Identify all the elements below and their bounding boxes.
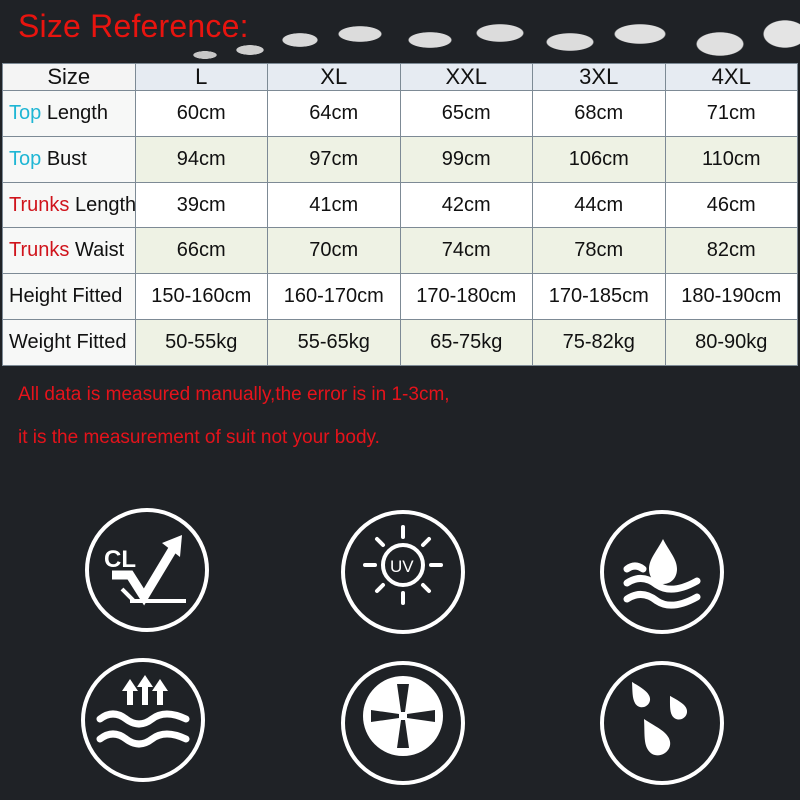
- measurement-note: All data is measured manually,the error is in 1-3cm,: [18, 384, 450, 405]
- table-cell: 99cm: [400, 136, 533, 182]
- table-row: [3, 182, 798, 228]
- table-cell: 46cm: [665, 182, 798, 228]
- chlorine-label: CL: [104, 546, 136, 573]
- table-row: [3, 274, 798, 320]
- row-label-prefix: Top: [9, 101, 42, 124]
- row-label-text: Waist: [74, 239, 125, 262]
- table-cell: 55-65kg: [268, 320, 401, 366]
- table-row: [3, 228, 798, 274]
- table-cell: 180-190cm: [665, 274, 798, 320]
- row-label-prefix: Trunks: [9, 193, 70, 216]
- table-cell: 110cm: [665, 136, 798, 182]
- row-label: [3, 136, 136, 182]
- measurement-note: it is the measurement of suit not your body.: [18, 427, 380, 448]
- chlorine-resistant-icon: [82, 505, 212, 635]
- row-label: [3, 91, 136, 137]
- row-label: [3, 228, 136, 274]
- uv-protection-icon: [338, 507, 468, 637]
- table-cell: 50-55kg: [135, 320, 268, 366]
- row-label-prefix: Top: [9, 147, 42, 170]
- uv-label: UV: [390, 557, 414, 576]
- table-row: [3, 91, 798, 137]
- table-cell: 170-180cm: [400, 274, 533, 320]
- table-cell: 94cm: [135, 136, 268, 182]
- header-cell: 3XL: [533, 64, 666, 91]
- table-cell: 65cm: [400, 91, 533, 137]
- table-row: [3, 320, 798, 366]
- row-label: [3, 274, 136, 320]
- header-cell: XXL: [400, 64, 533, 91]
- table-cell: 44cm: [533, 182, 666, 228]
- header-cell: Size: [3, 64, 136, 91]
- table-row: [3, 136, 798, 182]
- table-cell: 60cm: [135, 91, 268, 137]
- breathable-icon: [78, 655, 208, 785]
- row-label: [3, 320, 136, 366]
- table-cell: 80-90kg: [665, 320, 798, 366]
- table-cell: 39cm: [135, 182, 268, 228]
- table-cell: 160-170cm: [268, 274, 401, 320]
- ventilation-fan-icon: [338, 658, 468, 788]
- row-label: [3, 182, 136, 228]
- page-title: Size Reference:: [18, 8, 249, 44]
- table-cell: 74cm: [400, 228, 533, 274]
- row-label-text: Length: [74, 193, 137, 216]
- table-cell: 150-160cm: [135, 274, 268, 320]
- water-repellent-icon: [597, 507, 727, 637]
- row-label-prefix: Trunks: [9, 239, 70, 262]
- table-cell: 71cm: [665, 91, 798, 137]
- table-cell: 170-185cm: [533, 274, 666, 320]
- quick-dry-icon: [597, 658, 727, 788]
- row-label-text: Height Fitted: [9, 285, 123, 308]
- table-cell: 82cm: [665, 228, 798, 274]
- table-cell: 75-82kg: [533, 320, 666, 366]
- header-cell: 4XL: [665, 64, 798, 91]
- table-cell: 42cm: [400, 182, 533, 228]
- row-label-text: Bust: [46, 147, 87, 170]
- header-cell: XL: [268, 64, 401, 91]
- table-cell: 68cm: [533, 91, 666, 137]
- table-header-row: [3, 64, 798, 91]
- table-cell: 97cm: [268, 136, 401, 182]
- size-table: [2, 63, 798, 366]
- row-label-text: Weight Fitted: [9, 331, 127, 354]
- table-cell: 70cm: [268, 228, 401, 274]
- header-cell: L: [135, 64, 268, 91]
- table-cell: 65-75kg: [400, 320, 533, 366]
- table-cell: 66cm: [135, 228, 268, 274]
- table-cell: 64cm: [268, 91, 401, 137]
- table-body: [3, 91, 798, 366]
- table-cell: 41cm: [268, 182, 401, 228]
- table-cell: 106cm: [533, 136, 666, 182]
- size-table-container: [2, 63, 798, 366]
- table-cell: 78cm: [533, 228, 666, 274]
- row-label-text: Length: [46, 101, 108, 124]
